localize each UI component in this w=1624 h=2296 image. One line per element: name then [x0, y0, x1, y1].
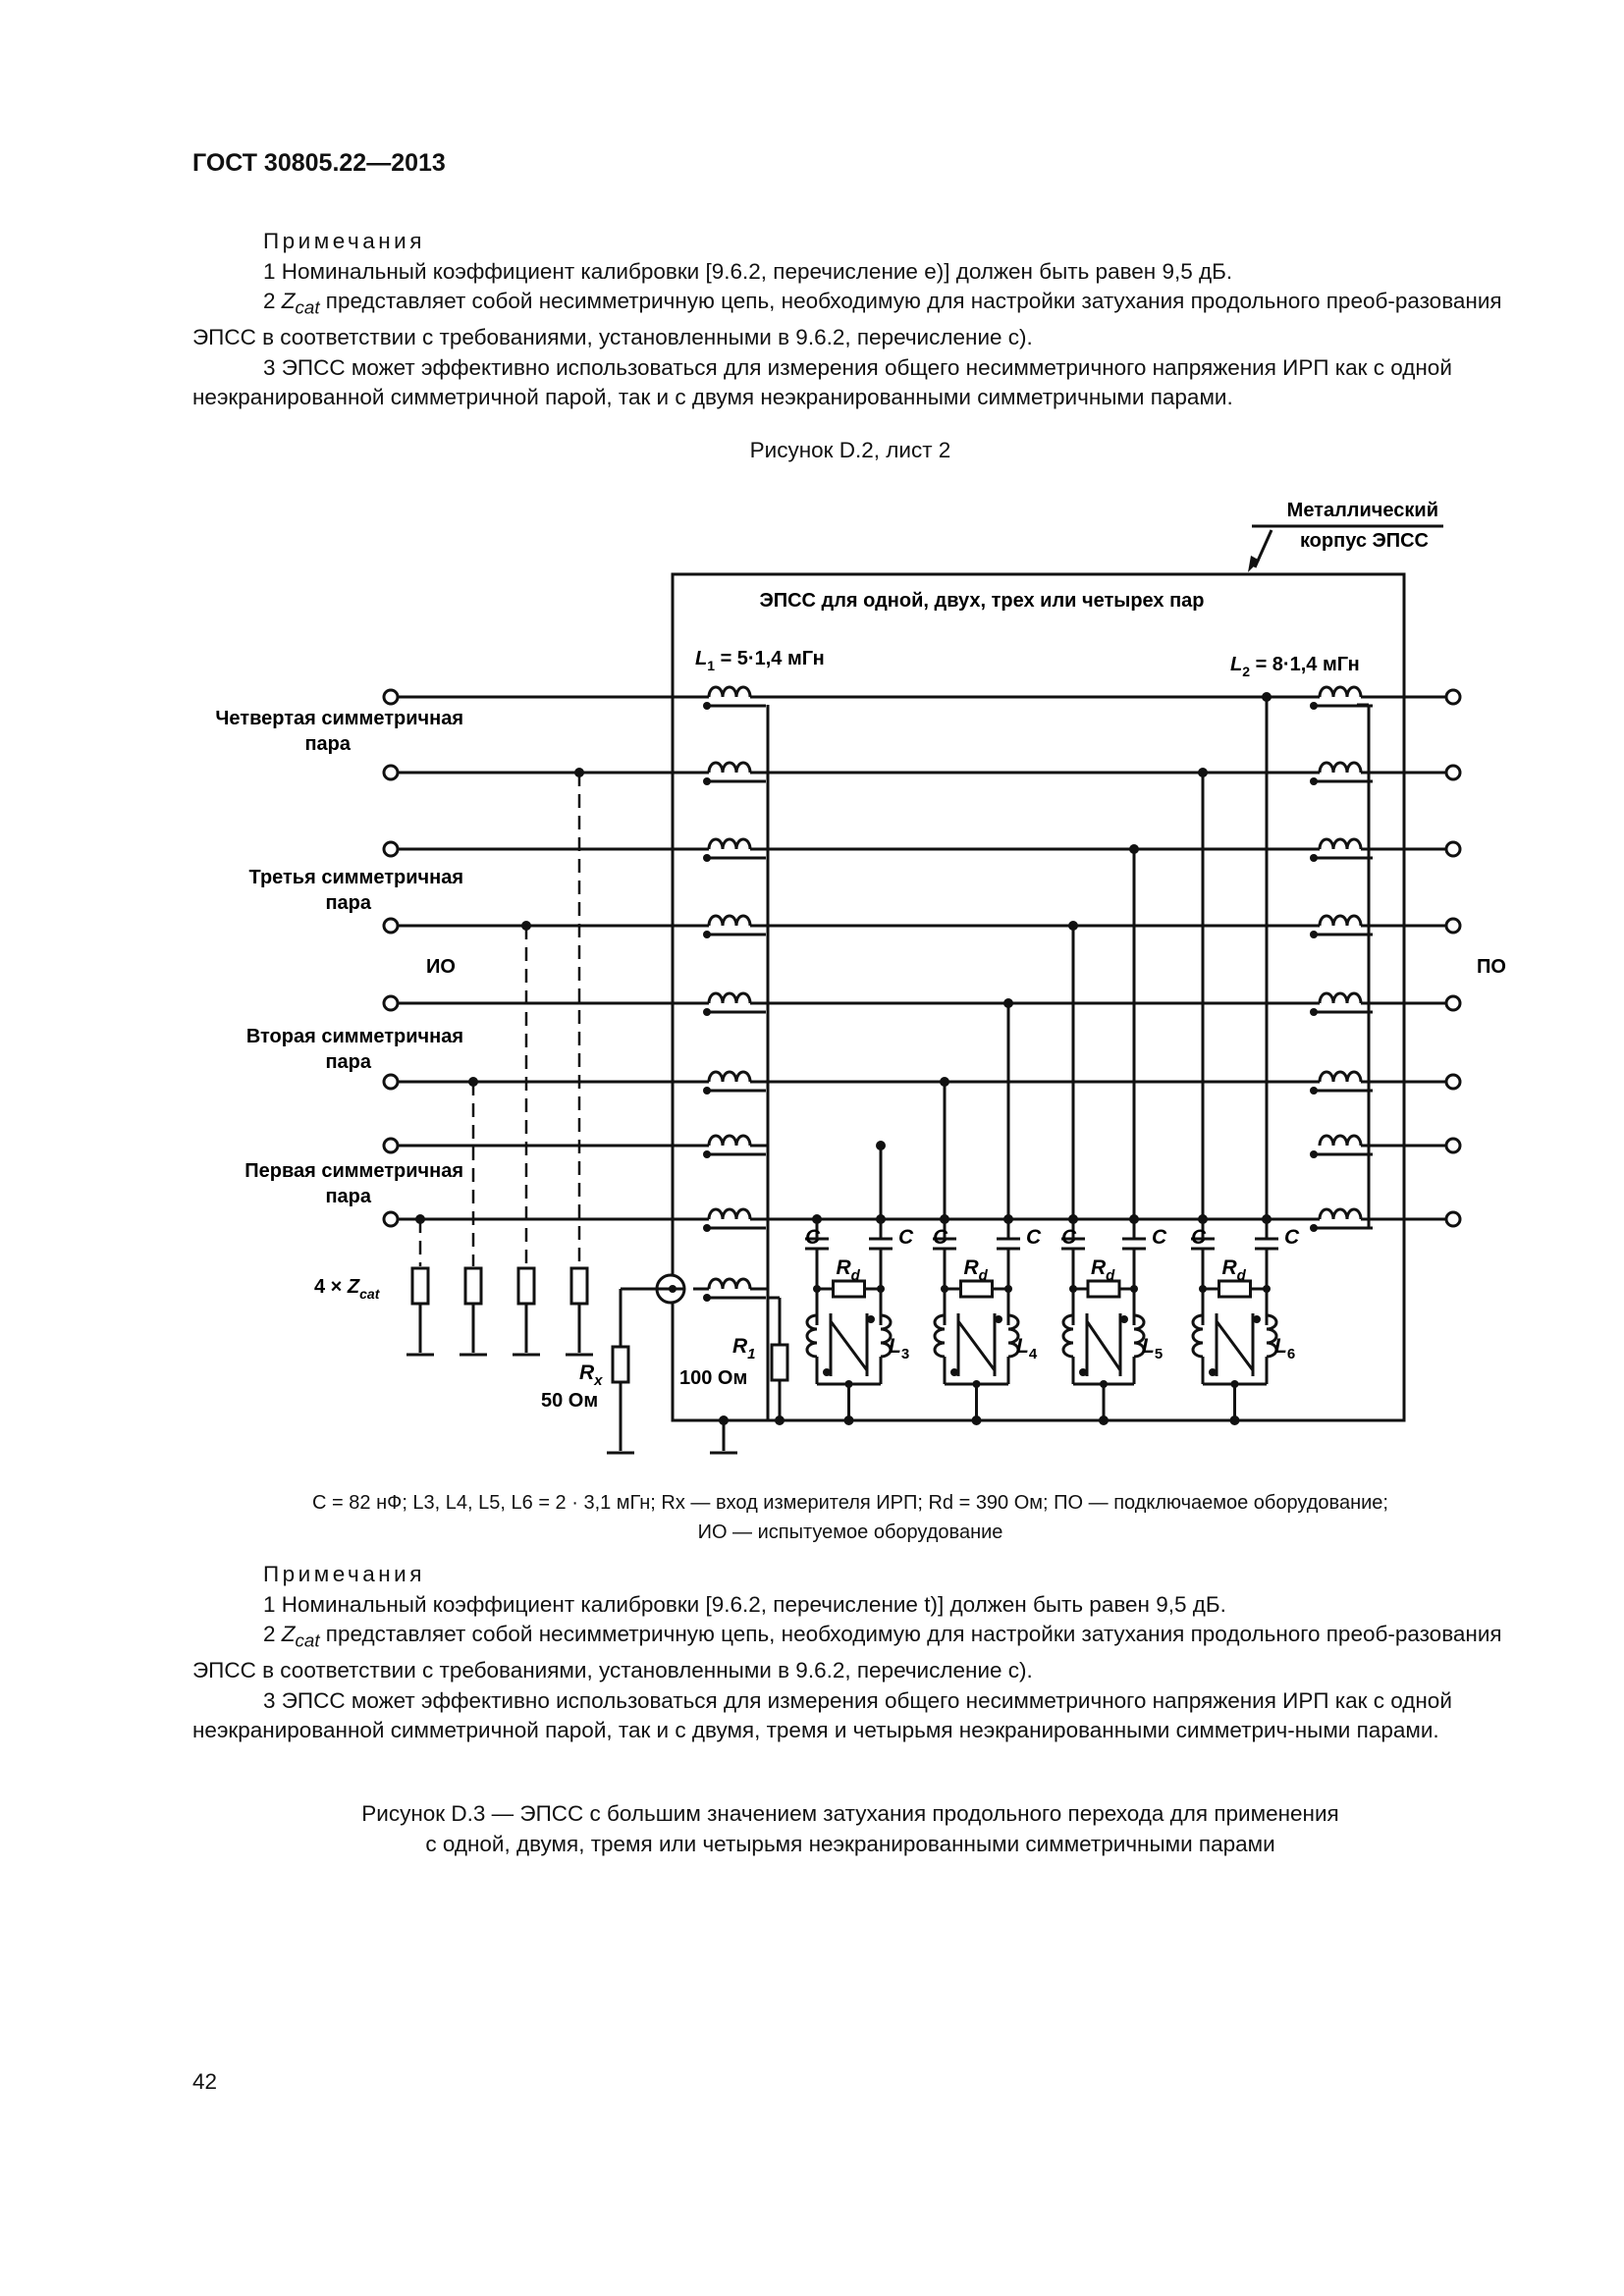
ae-terminal: [1446, 766, 1460, 779]
rx-label: $R_x$: [579, 1362, 603, 1389]
inductor-l2-winding: [1320, 839, 1361, 849]
capacitor-c-label: C: [805, 1226, 821, 1249]
inductor-l2-winding: [1320, 993, 1361, 1003]
inductor-l1-winding: [709, 1279, 750, 1289]
ae-terminal: [1446, 1075, 1460, 1089]
tap-lines: [881, 697, 1267, 1219]
junction-dot: [940, 1077, 949, 1087]
inductor-l2-winding: [1320, 763, 1361, 773]
ae-label: ПО: [1477, 956, 1506, 978]
polarity-dot: [703, 931, 711, 938]
polarity-dot: [703, 777, 711, 785]
rd-label: $R_d$: [1091, 1256, 1115, 1284]
capacitor-c-label: C: [1061, 1226, 1077, 1249]
pair-2-label-b: пара: [325, 1051, 371, 1073]
notes-bottom-item-3: 3 ЭПСС может эффективно использоваться для измерения общего несимметричного напряжения ИРП как с одной неэкранированной симметричной парой, так и с двумя, тремя и четырьмя неэкранированными симметрич-ными парами.: [192, 1687, 1452, 1742]
capacitor-c-label: C: [1284, 1226, 1300, 1249]
inductor-l2-winding: [1320, 916, 1361, 926]
polarity-dot: [703, 1008, 711, 1016]
rx-resistor: [613, 1347, 628, 1382]
pair-2-label-a: Вторая симметричная: [245, 1026, 463, 1047]
inductor-l1-winding: [709, 839, 750, 849]
junction-dot: [1129, 844, 1139, 854]
polarity-dot: [1310, 854, 1318, 862]
polarity-dot: [1310, 777, 1318, 785]
figure-caption-line-1: Рисунок D.3 — ЭПСС с большим значением затухания продольного перехода для применения: [361, 1801, 1339, 1826]
zcat-symbol: Z: [281, 289, 296, 313]
ae-terminal: [1446, 690, 1460, 704]
ae-terminal: [1446, 1139, 1460, 1152]
capacitor-c-label: C: [1026, 1226, 1042, 1249]
capacitor-c-label: C: [1191, 1226, 1207, 1249]
junction-dot: [521, 921, 531, 931]
junction-dot: [876, 1141, 886, 1150]
polarity-dot: [703, 1224, 711, 1232]
polarity-dot: [703, 1294, 711, 1302]
inductor-l1-winding: [709, 1072, 750, 1082]
junction-dot: [1068, 921, 1078, 931]
polarity-dot: [1310, 1087, 1318, 1095]
eut-label: ИО: [426, 956, 456, 978]
eut-terminal: [384, 766, 398, 779]
housing-label-1: Металлический: [1286, 500, 1438, 521]
inductor-core: [1217, 1313, 1253, 1376]
polarity-dot: [1310, 1150, 1318, 1158]
junction-dot: [1003, 998, 1013, 1008]
rd-label: $R_d$: [1221, 1256, 1246, 1284]
zcat-label: $4 \times Z_{cat}$: [314, 1276, 380, 1302]
ae-terminal: [1446, 996, 1460, 1010]
pair-3-label-a: Третья симметричная: [248, 867, 463, 888]
junction-dot: [574, 768, 584, 777]
signal-lines: [398, 697, 1446, 1420]
r1-label: $R_1$: [732, 1335, 756, 1362]
inductor-l2-winding: [1320, 1136, 1361, 1146]
ae-terminal: [1446, 842, 1460, 856]
housing-label-2: корпус ЭПСС: [1299, 530, 1429, 552]
figure-d2-caption: Рисунок D.2, лист 2: [749, 438, 951, 462]
zcat-links: [420, 773, 579, 1266]
capacitor-c-label: C: [898, 1226, 914, 1249]
polarity-dot: [703, 854, 711, 862]
housing-box: [673, 574, 1404, 1420]
rd-label: $R_d$: [963, 1256, 988, 1284]
inductor-l1-winding: [709, 763, 750, 773]
figure-caption-line-2: с одной, двумя, тремя или четырьмя неэкранированными симметричными парами: [425, 1832, 1275, 1856]
zcat-resistor: [571, 1268, 587, 1304]
ae-terminal: [1446, 1212, 1460, 1226]
eut-terminal: [384, 1075, 398, 1089]
junction-dot: [1198, 768, 1208, 777]
legend-line-2: ИО — испытуемое оборудование: [697, 1522, 1003, 1543]
eut-terminal: [384, 842, 398, 856]
capacitor-c-label: C: [933, 1226, 948, 1249]
inductor-l5-label: $L_5$: [1142, 1335, 1164, 1362]
pair-1-label-a: Первая симметричная: [244, 1160, 463, 1182]
document-header: ГОСТ 30805.22—2013: [192, 149, 446, 177]
pair-4-label-b: пара: [304, 733, 351, 755]
polarity-dot: [1310, 1008, 1318, 1016]
pair-1-label-b: пара: [325, 1186, 371, 1207]
r1-resistor: [772, 1345, 787, 1380]
inductor-l1-winding: [709, 687, 750, 697]
polarity-dot: [1310, 702, 1318, 710]
notes-bottom-title: Примечания: [263, 1562, 425, 1586]
zcat-resistor: [465, 1268, 481, 1304]
zcat-symbol: Z: [281, 1622, 296, 1646]
capacitor-c-label: C: [1152, 1226, 1167, 1249]
notes-bottom: [192, 1560, 1508, 1746]
eut-terminal: [384, 996, 398, 1010]
inductor-l2-winding: [1320, 687, 1361, 697]
notes-top-item-2: 2 $Z_{cat}$ представляет собой несимметричную цепь, необходимую для настройки затухания продольного преоб-разования ЭПСС в соответствии с требованиями, установленными в 9.6.2, перечисление c).: [192, 289, 1502, 349]
junction-dot: [468, 1077, 478, 1087]
terminal-symbols: [384, 690, 1460, 1303]
polarity-dot: [703, 702, 711, 710]
notes-top-item-3: 3 ЭПСС может эффективно использоваться для измерения общего несимметричного напряжения ИРП как с одной неэкранированной симметричной парой, так и с двумя неэкранированными симметричными парами.: [192, 354, 1452, 409]
rd-label: $R_d$: [836, 1256, 860, 1284]
inductor-l1-winding: [709, 916, 750, 926]
figure-d3-caption: [192, 1798, 1508, 1859]
inductor-symbols: [707, 687, 1373, 1298]
page-number: 42: [192, 2069, 218, 2094]
zcat-resistor: [412, 1268, 428, 1304]
junction-dot: [1262, 692, 1272, 702]
inductor-l3-label: $L_3$: [889, 1335, 910, 1362]
eut-terminal: [384, 1139, 398, 1152]
pair-3-label-b: пара: [325, 892, 371, 914]
notes-bottom-item-1: 1 Номинальный коэффициент калибровки [9.6.2, перечисление t)] должен быть равен 9,5 дБ.: [263, 1591, 1226, 1617]
inductor-core: [831, 1313, 867, 1376]
box-title: ЭПСС для одной, двух, трех или четырех пар: [759, 590, 1205, 612]
polarity-dot: [703, 1150, 711, 1158]
polarity-dot: [1310, 1224, 1318, 1232]
inductor-l1-winding: [709, 1209, 750, 1219]
notes-top-item-1: 1 Номинальный коэффициент калибровки [9.6.2, перечисление e)] должен быть равен 9,5 дБ.: [263, 258, 1233, 284]
rx-value: 50 Ом: [541, 1390, 599, 1412]
pair-4-label-a: Четвертая симметричная: [215, 708, 463, 729]
notes-bottom-item-2: 2 $Z_{cat}$ представляет собой несимметричную цепь, необходимую для настройки затухания продольного преоб-разования ЭПСС в соответствии с требованиями, установленными в 9.6.2, перечисление c).: [192, 1622, 1502, 1682]
lower-network: [406, 1219, 1404, 1453]
polarity-dot: [1310, 931, 1318, 938]
inductor-core: [1087, 1313, 1120, 1376]
legend-line-1: C = 82 нФ; L3, L4, L5, L6 = 2 · 3,1 мГн; Rx — вход измерителя ИРП; Rd = 390 Ом; ПО — подключаемое оборудование;: [312, 1492, 1388, 1514]
zcat-resistor: [518, 1268, 534, 1304]
polarity-dot: [703, 1087, 711, 1095]
junction-dot: [415, 1214, 425, 1224]
eut-terminal: [384, 1212, 398, 1226]
inductor-l2-winding: [1320, 1072, 1361, 1082]
l2-label: $L_2 = 8\cdot 1,4$ мГн: [1230, 654, 1360, 679]
r1-value: 100 Ом: [679, 1367, 748, 1389]
eut-terminal: [384, 690, 398, 704]
inductor-l4-label: $L_4$: [1016, 1335, 1038, 1362]
notes-top-title: Примечания: [263, 229, 425, 253]
inductor-l2-winding: [1320, 1209, 1361, 1219]
inductor-l1-winding: [709, 993, 750, 1003]
inductor-core: [958, 1313, 995, 1376]
l1-label: $L_1 = 5\cdot 1,4$ мГн: [695, 648, 825, 673]
eut-terminal: [384, 919, 398, 933]
diagram-legend: [192, 1488, 1508, 1547]
inductor-l1-winding: [709, 1136, 750, 1146]
inductor-l6-label: $L_6$: [1274, 1335, 1296, 1362]
ae-terminal: [1446, 919, 1460, 933]
